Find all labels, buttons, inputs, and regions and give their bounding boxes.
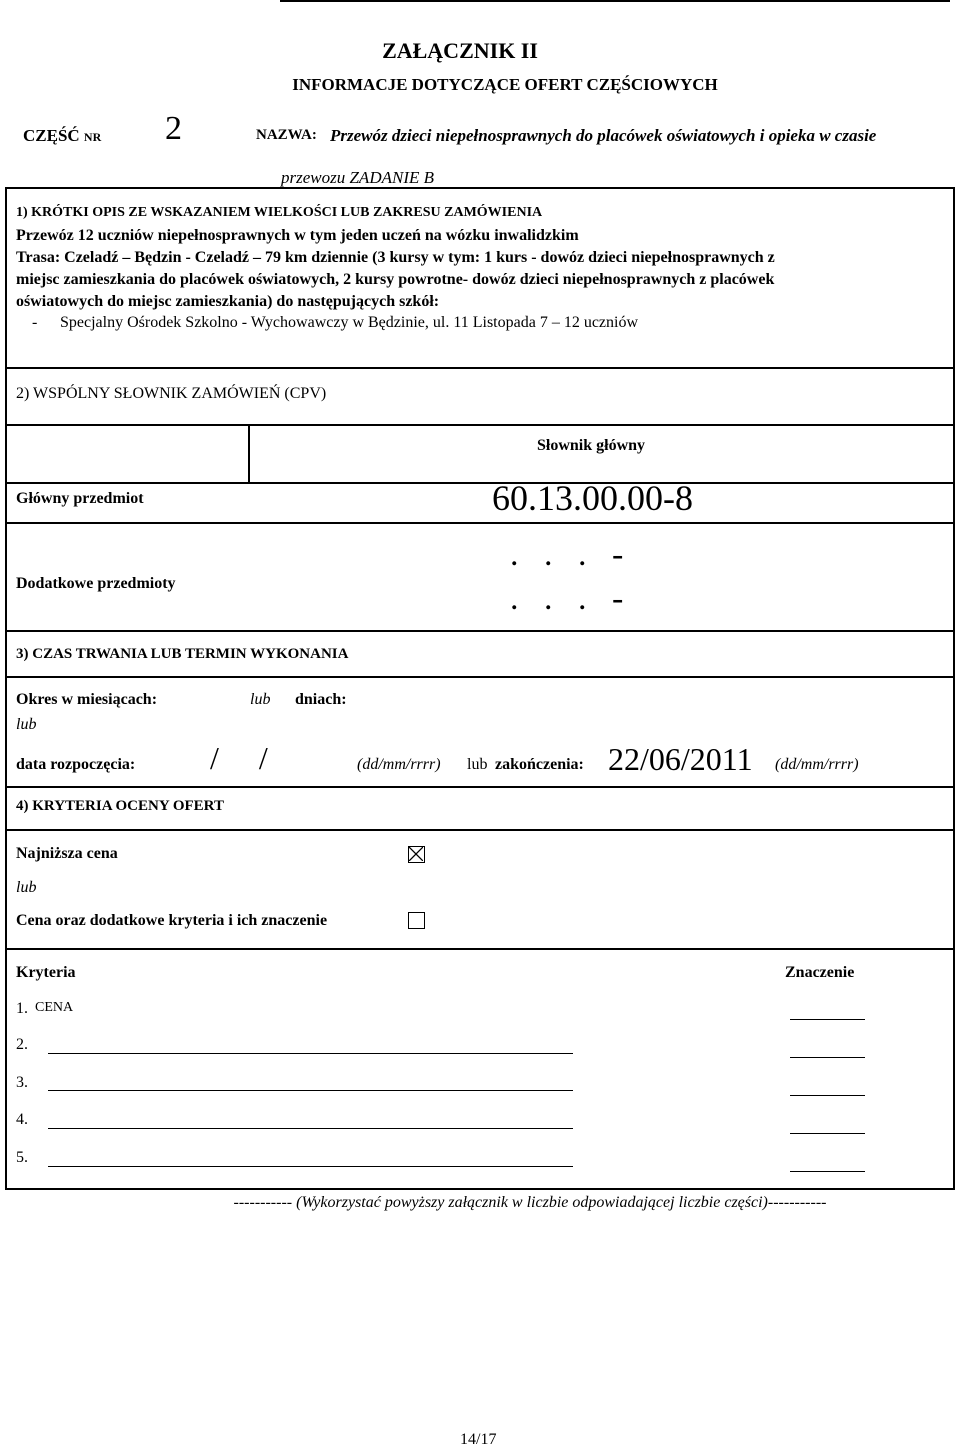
weight-header: Znaczenie	[785, 964, 855, 981]
criterion-2-number: 2.	[16, 1036, 28, 1053]
cpv-main-bottom	[5, 522, 955, 524]
cpv-main-code: 60.13.00.00-8	[492, 478, 693, 518]
criterion-3-line[interactable]	[48, 1090, 573, 1091]
criterion-5-weight-line	[790, 1171, 865, 1172]
criterion-2-line[interactable]	[48, 1053, 573, 1054]
option-lowest-price-label: Najniższa cena	[16, 845, 118, 862]
criterion-3-number: 3.	[16, 1074, 28, 1091]
date-format-1: (dd/mm/rrrr)	[357, 756, 441, 773]
cpv-column-header: Słownik główny	[537, 437, 646, 454]
section1-heading: 1) KRÓTKI OPIS ZE WSKAZANIEM WIELKOŚCI LUB ZAKRESU ZAMÓWIENIA	[16, 205, 543, 220]
part-number: 2	[165, 110, 182, 147]
name-value-line2: przewozu ZADANIE B	[281, 168, 434, 187]
criterion-1-weight-line	[790, 1019, 865, 1020]
months-label: Okres w miesiącach:	[16, 691, 158, 708]
divider-3	[5, 630, 955, 632]
or-label-2: lub	[16, 716, 37, 733]
section1-line5: Specjalny Ośrodek Szkolno - Wychowawczy w Będzinie, ul. 11 Listopada 7 – 12 uczniów	[60, 314, 639, 331]
date-format-2: (dd/mm/rrrr)	[775, 756, 859, 773]
section1-bullet: -	[32, 314, 38, 331]
or-label-4: lub	[16, 879, 37, 896]
divider-7	[5, 948, 955, 950]
or-label-1: lub	[250, 691, 271, 708]
section1-line4: oświatowych do miejsc zamieszkania) do następujących szkół:	[16, 293, 440, 310]
divider-2	[5, 424, 955, 426]
criterion-4-line[interactable]	[48, 1128, 573, 1129]
criterion-1-number: 1.	[16, 1000, 28, 1017]
cpv-column-divider	[248, 424, 250, 484]
part-label: CZĘŚĆ nr	[23, 126, 102, 145]
section1-line3: miejsc zamieszkania do placówek oświatowych, 2 kursy powrotne- dowóz dzieci niepełnosprawnych z placówek	[16, 271, 775, 288]
section2-heading: 2) WSPÓLNY SŁOWNIK ZAMÓWIEŃ (CPV)	[16, 385, 327, 402]
page-subtitle: INFORMACJE DOTYCZĄCE OFERT CZĘŚCIOWYCH	[292, 75, 718, 94]
criterion-4-number: 4.	[16, 1111, 28, 1128]
section1-line1: Przewóz 12 uczniów niepełnosprawnych w tym jeden uczeń na wózku inwalidzkim	[16, 227, 579, 244]
divider-5	[5, 786, 955, 788]
top-rule	[280, 0, 950, 2]
cpv-additional-label: Dodatkowe przedmioty	[16, 575, 176, 592]
end-date-value: 22/06/2011	[608, 741, 753, 777]
criterion-4-weight-line	[790, 1133, 865, 1134]
page-title: ZAŁĄCZNIK II	[382, 38, 538, 63]
criterion-5-number: 5.	[16, 1149, 28, 1166]
start-date-value: / /	[210, 740, 268, 776]
option-price-and-criteria-label: Cena oraz dodatkowe kryteria i ich znaczenie	[16, 912, 328, 929]
criterion-2-weight-line	[790, 1057, 865, 1058]
criteria-header: Kryteria	[16, 964, 76, 981]
end-date-label: zakończenia:	[495, 756, 584, 773]
cpv-additional-code-2: . . . -	[510, 580, 624, 617]
section1-line2: Trasa: Czeladź – Będzin - Czeladź – 79 km dziennie (3 kursy w tym: 1 kurs - dowóz dzieci niepełnosprawnych z	[16, 249, 775, 266]
start-date-label: data rozpoczęcia:	[16, 756, 136, 773]
cpv-header-bottom	[5, 482, 955, 484]
footer-note: ----------- (Wykorzystać powyższy załącznik w liczbie odpowiadającej liczbie części)-----------	[233, 1194, 827, 1211]
checkbox-cross-icon	[409, 847, 423, 861]
divider-6	[5, 829, 955, 831]
name-label: NAZWA:	[256, 127, 317, 143]
section3-heading: 3) CZAS TRWANIA LUB TERMIN WYKONANIA	[16, 646, 349, 662]
section4-heading: 4) KRYTERIA OCENY OFERT	[16, 798, 224, 814]
cpv-additional-code-1: . . . -	[510, 536, 624, 573]
form-frame	[5, 187, 955, 1190]
or-label-3: lub	[467, 756, 488, 773]
criterion-5-line[interactable]	[48, 1166, 573, 1167]
criterion-3-weight-line	[790, 1095, 865, 1096]
divider-4	[5, 676, 955, 678]
page-number: 14/17	[460, 1431, 497, 1448]
option-price-and-criteria-checkbox[interactable]	[408, 912, 425, 929]
cpv-main-label: Główny przedmiot	[16, 490, 144, 507]
divider-1	[5, 367, 955, 369]
option-lowest-price-checkbox[interactable]	[408, 846, 425, 863]
name-value-line1: Przewóz dzieci niepełnosprawnych do placówek oświatowych i opieka w czasie	[330, 126, 877, 145]
criterion-1-label: CENA	[35, 1000, 74, 1015]
days-label: dniach:	[295, 691, 347, 708]
